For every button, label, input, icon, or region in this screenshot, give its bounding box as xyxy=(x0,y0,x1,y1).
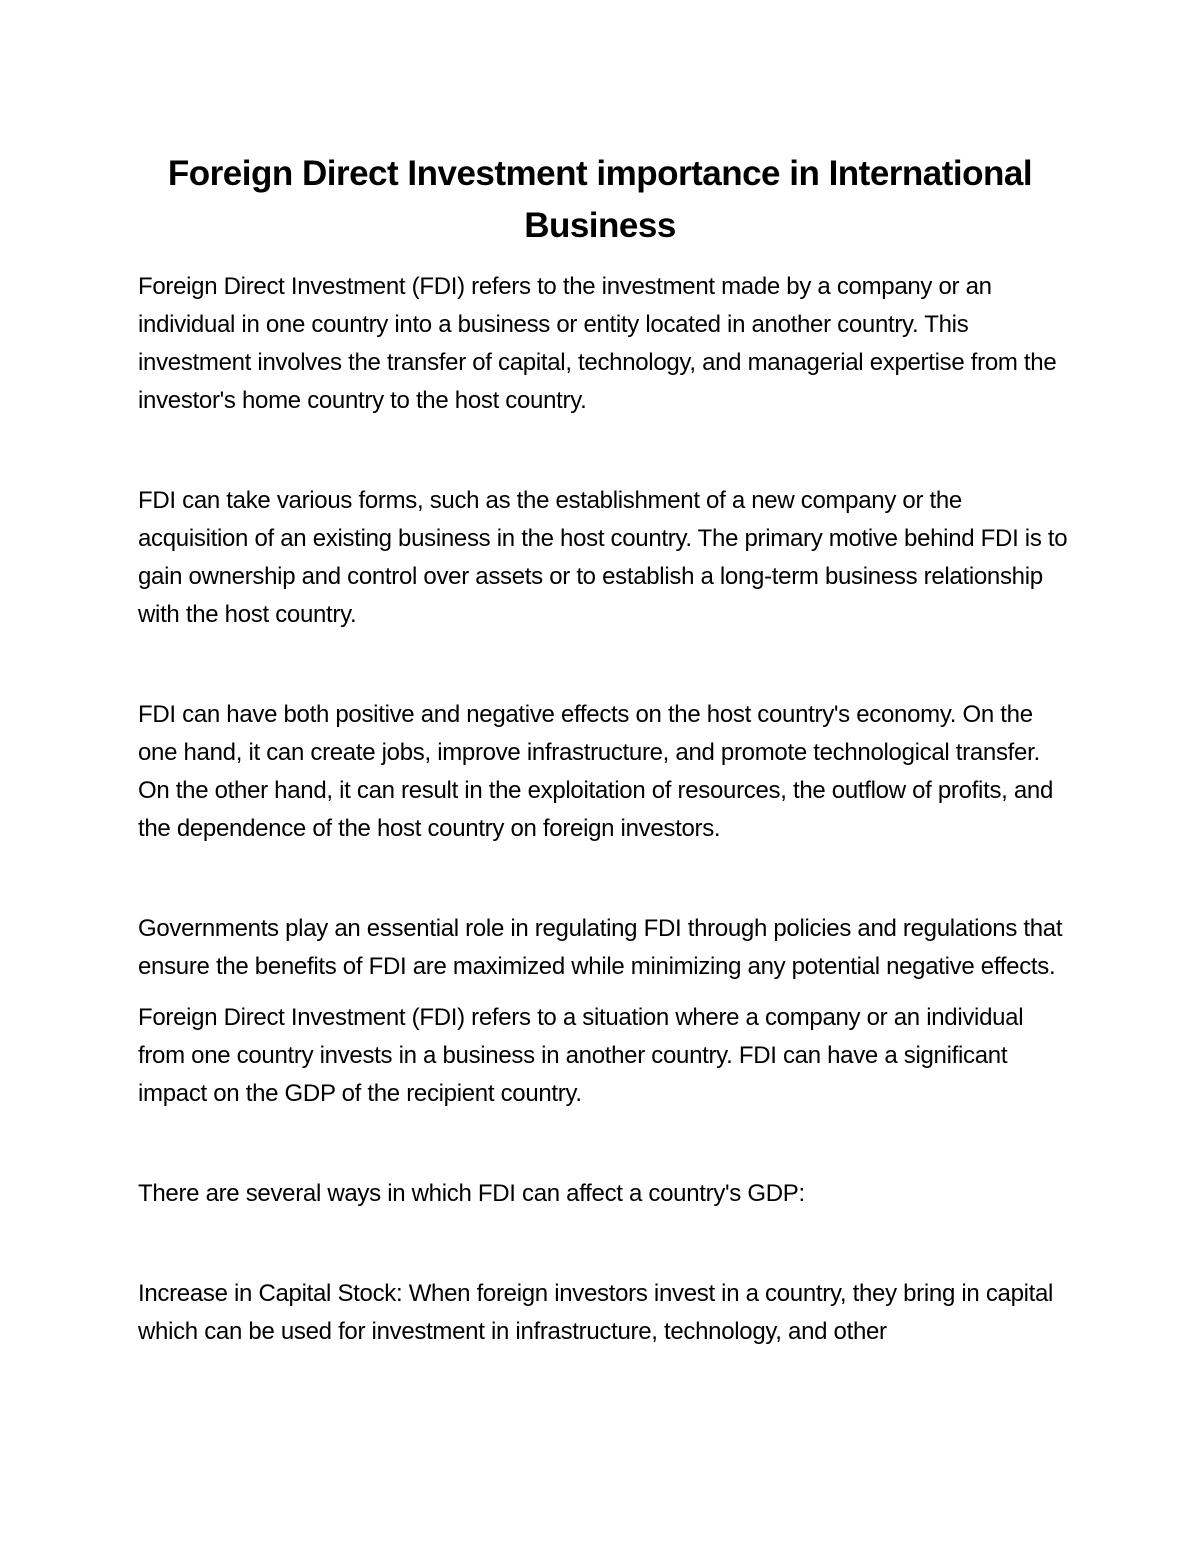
paragraph: FDI can take various forms, such as the establishment of a new company or the acquisition of an existing business in the host country. The primary motive behind FDI is to gain ownership and control over assets or to establish a long-term business relationship with the host country. xyxy=(138,487,1068,628)
document-title-line-1: Foreign Direct Investment importance in International xyxy=(167,154,1033,193)
paragraph: Foreign Direct Investment (FDI) refers to the investment made by a company or an individual in one country into a business or entity located in another country. This investment involves the transfer of capital, technology, and managerial expertise from the investor's home country to the host country. xyxy=(138,273,1057,414)
document-title-line-2: Business xyxy=(524,206,676,245)
paragraph: Foreign Direct Investment (FDI) refers to a situation where a company or an individual from one country invests in a business in another country. FDI can have a significant impact on the GDP of the recipient country. xyxy=(138,1004,1024,1107)
document-body xyxy=(138,268,1070,1351)
document-title xyxy=(60,0,1140,252)
paragraph: Governments play an essential role in regulating FDI through policies and regulations that ensure the benefits of FDI are maximized while minimizing any potential negative effects. xyxy=(138,915,1063,980)
paragraph: Increase in Capital Stock: When foreign investors invest in a country, they bring in capital which can be used for investment in infrastructure, technology, and other xyxy=(138,1280,1054,1345)
paragraph: FDI can have both positive and negative effects on the host country's economy. On the one hand, it can create jobs, improve infrastructure, and promote technological transfer. On the other hand, it can result in the exploitation of resources, the outflow of profits, and the dependence of the host country on foreign investors. xyxy=(138,701,1054,842)
paragraph: There are several ways in which FDI can affect a country's GDP: xyxy=(138,1180,805,1207)
